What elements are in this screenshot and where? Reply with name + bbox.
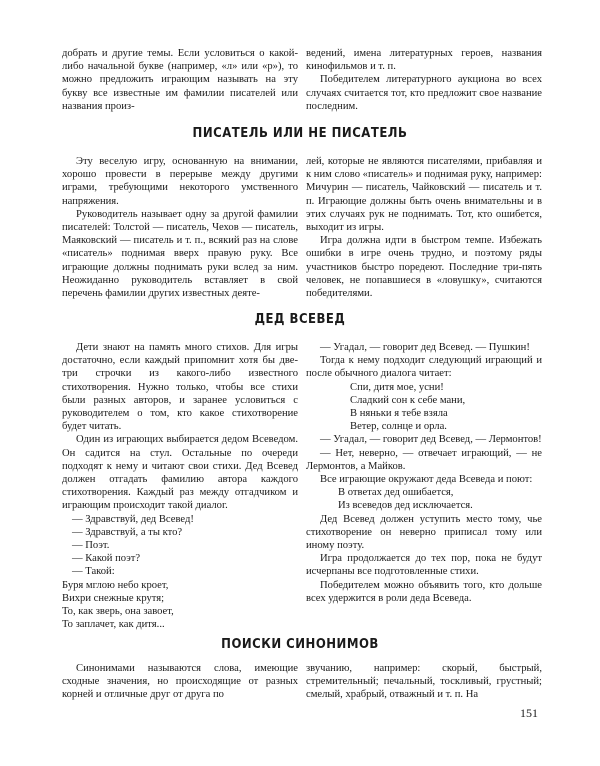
section-title-writer: ПИСАТЕЛЬ ИЛИ НЕ ПИСАТЕЛЬ	[192, 126, 408, 141]
verse-line: Буря мглою небо кроет,	[62, 579, 169, 591]
paragraph: Игра должна идти в быстром темпе. Избежать ошибки в игре очень трудно, и поэтому ряды участников быстро поредеют. Последние три-пять человек, не попавшиеся в «ловушку», считаются победителями.	[306, 235, 542, 300]
section-title-synonyms: ПОИСКИ СИНОНИМОВ	[221, 637, 379, 652]
dialog-line: — Такой:	[72, 566, 115, 578]
paragraph: звучанию, например: скорый, быстрый, стремительный; печальный, тоскливый, грустный; смелый, храбрый, отважный и т. п. На	[306, 663, 542, 701]
verse-line: Вихри снежные крутя;	[62, 592, 165, 604]
dialog-line: — Какой поэт?	[72, 553, 141, 565]
paragraph: Дед Всевед должен уступить место тому, чье стихотворение он неверно приписал тому или иному поэту.	[306, 513, 542, 552]
verse-line: Ветер, солнце и орла.	[350, 421, 447, 433]
paragraph: Руководитель называет одну за другой фамилии писателей: Толстой — писатель, Чехов — писатель, Маяковский — писатель и т. п., всякий раз на слове «писатель» поднимая вверх правую руку. Все играющие должны поднимать руки вслед за ним. Неожиданно руководитель вставляет в свой перечень фамилии других известных деяте-	[62, 208, 298, 300]
paragraph: добрать и другие темы. Если условиться о какой-либо начальной букве (например, «л» или «р»), то можно предложить играющим называть на эту букву все известные им фамилии писателей или названия произ-	[62, 48, 298, 112]
verse-line: В ответах дед ошибается,	[338, 487, 454, 499]
top-left-column	[62, 47, 298, 113]
section3-left-column	[62, 662, 298, 702]
paragraph: — Нет, неверно, — отвечает играющий, — не Лермонтов, а Майков.	[306, 447, 542, 472]
verse-line: Сладкий сон к себе мани,	[350, 394, 466, 406]
paragraph: — Угадал, — говорит дед Всевед. — Пушкин!	[320, 342, 530, 353]
paragraph: Синонимами называются слова, имеющие сходные значения, но происходящие от разных корней и отличные друг от друга по	[62, 663, 298, 701]
paragraph: Все играющие окружают деда Всеведа и поют:	[320, 474, 533, 486]
verse-line: То, как зверь, она завоет,	[62, 606, 174, 618]
paragraph: Победителем литературного аукциона во всех случаях считается тот, кто предложит свое название последним.	[306, 74, 542, 112]
verse-line: То заплачет, как дитя...	[62, 619, 165, 631]
verse-line: В няньки я тебе взяла	[350, 408, 448, 420]
paragraph: ведений, имена литературных героев, названия кинофильмов и т. п.	[306, 48, 542, 73]
section1-right-column	[306, 155, 542, 300]
page-number: 151	[520, 706, 538, 720]
verse-line: Из всеведов дед исключается.	[338, 500, 473, 512]
section1-left-column	[62, 155, 298, 300]
section-title-ded-vseved: ДЕД ВСЕВЕД	[254, 312, 346, 327]
section2-right-column	[306, 341, 542, 605]
verse-line: Спи, дитя мое, усни!	[350, 381, 444, 393]
paragraph: — Угадал, — говорит дед Всевед, — Лермонтов!	[320, 434, 542, 446]
top-right-column	[306, 47, 542, 113]
paragraph: Дети знают на память много стихов. Для игры достаточно, если каждый припомнит хотя бы две-три строчки из какого-либо известного стихотворения. Нужно только, чтобы все стихи были разных авторов, и заранее условиться с руководителем о том, кто какое стихотворение будет читать.	[62, 342, 298, 433]
section3-right-column	[306, 662, 542, 702]
dialog-line: — Здравствуй, а ты кто?	[72, 526, 183, 538]
paragraph: Победителем можно объявить того, кто дольше всех удержится в роли деда Всеведа.	[306, 579, 542, 604]
paragraph: Один из играющих выбирается дедом Всеведом. Он садится на стул. Остальные по очереди подходят к нему и читают свои стихи. Дед Всевед должен отгадать фамилию автора каждого стихотворения. Каждый раз между отгадчиком и играющим происходит такой диалог.	[62, 434, 298, 512]
paragraph: лей, которые не являются писателями, прибавляя и к ним слово «писатель» и поднимая руку, например: Мичурин — писатель, Чайковский — писатель и т. п. Играющие должны быть очень внимательны и в этих случаях рук не поднимать. Тот, кто ошибется, выходит из игры.	[306, 156, 542, 234]
paragraph: Эту веселую игру, основанную на внимании, хорошо провести в перерыве между другими играми, требующими некоторого умственного напряжения.	[62, 156, 298, 207]
paragraph: Тогда к нему подходит следующий играющий и после обычного диалога читает:	[306, 355, 542, 380]
dialog-line: — Поэт.	[72, 540, 110, 552]
section2-left-column	[62, 341, 298, 631]
paragraph: Игра продолжается до тех пор, пока не будут исчерпаны все подготовленные стихи.	[306, 553, 542, 578]
dialog-line: — Здравствуй, дед Всевед!	[72, 513, 194, 525]
